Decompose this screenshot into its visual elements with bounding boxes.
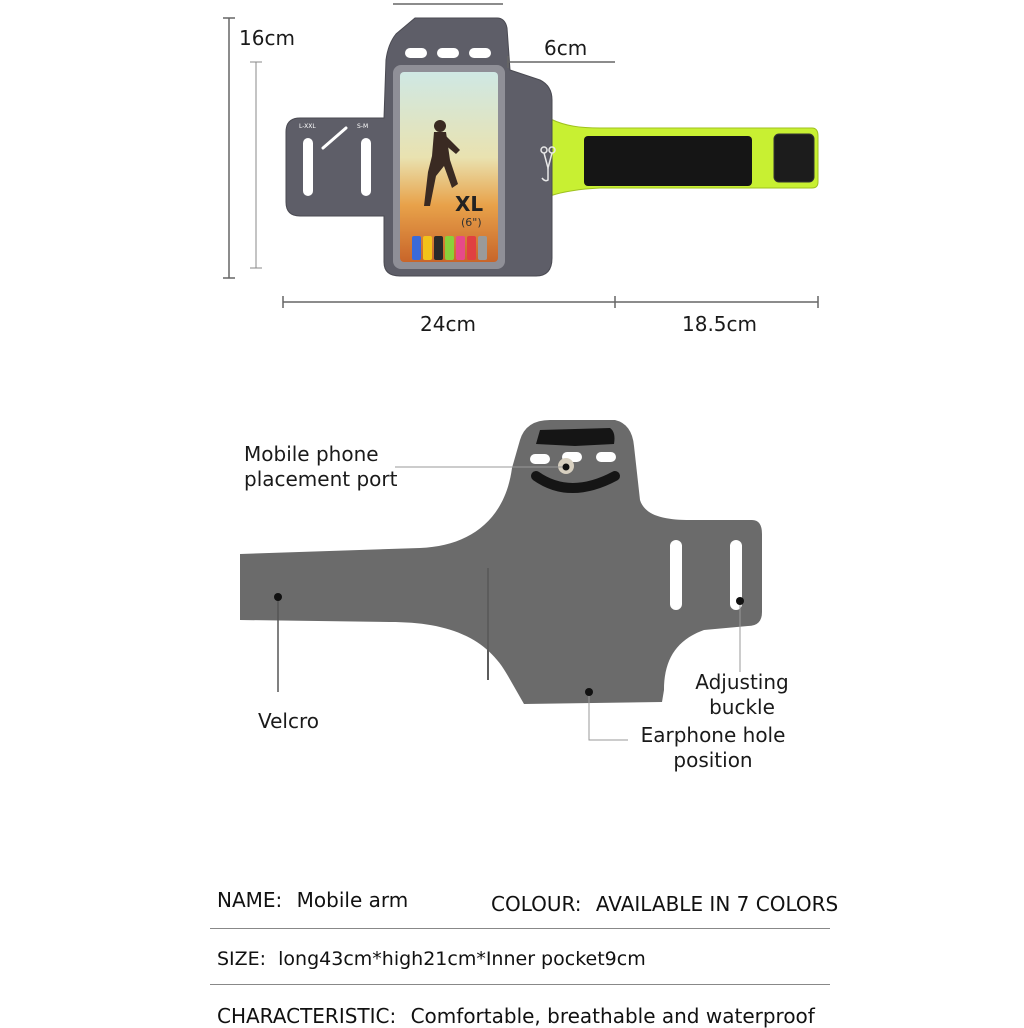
colour-label: COLOUR: (491, 892, 582, 916)
name-spec (217, 888, 408, 912)
strap-end-tab (774, 134, 814, 182)
size-label: SIZE: (217, 948, 267, 970)
size-mark: XL (455, 192, 484, 216)
back-velcro-top (536, 428, 615, 446)
earphone-line2: position (673, 748, 753, 772)
dim-strap-width: 18.5cm (682, 312, 758, 336)
dim-height: 16cm (239, 26, 295, 50)
velcro-panel (584, 136, 752, 186)
right-slot (361, 138, 371, 196)
velcro-label: Velcro (258, 709, 320, 733)
phone-port-line2: placement port (244, 467, 398, 491)
size-sub-mark: (6") (461, 216, 482, 229)
name-value: Mobile arm (296, 888, 409, 912)
spec-divider-2 (210, 984, 830, 985)
colour-spec (491, 892, 838, 916)
characteristic-spec (217, 1004, 815, 1028)
left-slot (303, 138, 313, 196)
size-spec (217, 948, 646, 970)
buckle-label (692, 670, 792, 720)
left-slot-label: L-XXL (299, 123, 316, 130)
earphone-label (638, 723, 788, 773)
size-value: long43cm*high21cm*Inner pocket9cm (278, 948, 646, 970)
color-swatches (412, 236, 487, 260)
char-value: Comfortable, breathable and waterproof (410, 1004, 815, 1028)
spec-divider-1 (210, 928, 830, 929)
char-label: CHARACTERISTIC: (217, 1004, 397, 1028)
phone-port-line1: Mobile phone (244, 442, 379, 466)
right-slot-label: S-M (357, 123, 369, 130)
colour-value: AVAILABLE IN 7 COLORS (595, 892, 839, 916)
dim-pocket-width: 6cm (544, 36, 588, 60)
phone-port-label (244, 442, 397, 492)
name-label: NAME: (217, 888, 283, 912)
buckle-line1: Adjusting (695, 670, 789, 694)
buckle-line2: buckle (709, 695, 775, 719)
earphone-line1: Earphone hole (640, 723, 786, 747)
dim-main-width: 24cm (420, 312, 476, 336)
